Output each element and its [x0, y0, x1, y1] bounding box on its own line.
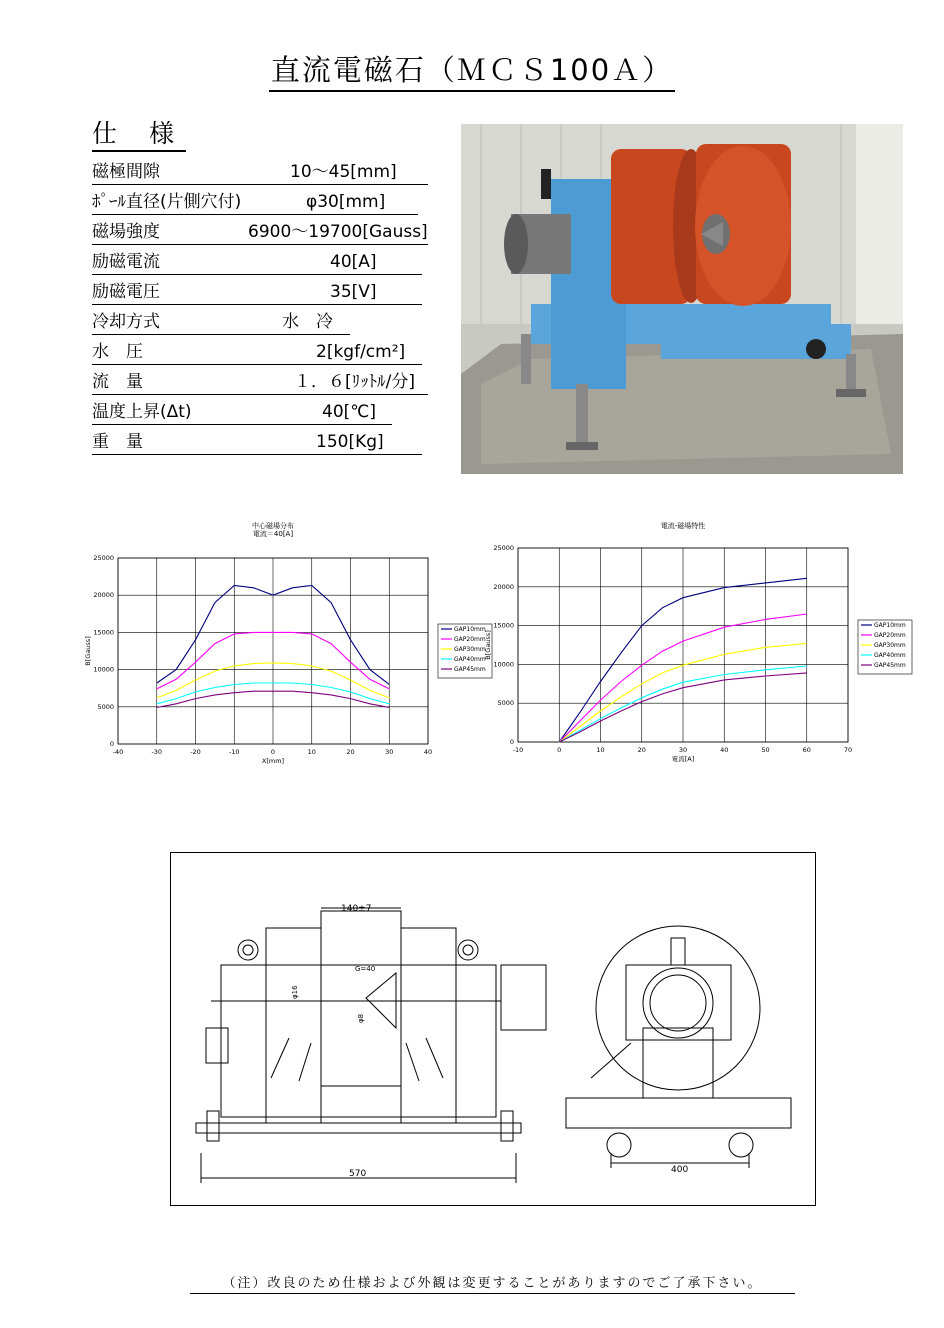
spec-label: 水 圧: [92, 342, 143, 362]
x-tick-label: 50: [761, 746, 770, 754]
y-axis-label: B[Gauss]: [84, 636, 92, 666]
y-tick-label: 10000: [93, 665, 114, 674]
x-tick-label: 0: [270, 748, 276, 756]
spec-row: [92, 308, 350, 335]
x-axis-label: 電流[A]: [671, 755, 695, 763]
legend-label: GAP40mm: [454, 656, 486, 663]
spec-label: 励磁電流: [92, 252, 160, 272]
spec-value: 2[kgf/cm²]: [316, 342, 406, 362]
legend-label: GAP40mm: [874, 652, 906, 659]
spec-label: 冷却方式: [92, 312, 160, 332]
x-tick-label: 70: [843, 746, 853, 754]
technical-drawing: [170, 852, 816, 1206]
spec-row: [92, 218, 428, 245]
spec-value: φ30[mm]: [306, 192, 386, 212]
spec-row: [92, 188, 418, 215]
spec-value: 35[V]: [330, 282, 377, 302]
legend-label: GAP20mm: [874, 632, 906, 639]
current-field-chart: [484, 518, 920, 770]
y-tick-label: 10000: [493, 660, 514, 669]
spec-row: [92, 248, 422, 275]
y-tick-label: 25000: [493, 544, 514, 552]
dim-bottom-right-label: 400: [671, 1165, 689, 1175]
field-distribution-chart: [82, 518, 502, 770]
x-tick-label: 20: [346, 748, 355, 756]
spec-row: [92, 338, 422, 365]
legend-label: GAP30mm: [874, 642, 906, 649]
legend-label: GAP30mm: [454, 646, 486, 653]
spec-label: ﾎﾟｰﾙ直径(片側穴付): [92, 192, 242, 212]
y-tick-label: 5000: [497, 699, 514, 708]
x-tick-label: -20: [190, 748, 201, 756]
dim-phi8-label: φ8: [357, 1013, 365, 1023]
spec-label: 励磁電圧: [92, 282, 160, 302]
footnote: （注）改良のため仕様および外観は変更することがありますのでご了承下さい。: [190, 1272, 795, 1294]
x-tick-label: 30: [678, 746, 688, 754]
y-tick-label: 5000: [97, 702, 114, 711]
y-tick-label: 20000: [93, 591, 114, 600]
spec-label: 磁極間隙: [92, 162, 160, 182]
x-tick-label: 10: [596, 746, 605, 754]
dim-top-label: 140±7: [341, 904, 372, 914]
x-tick-label: -10: [228, 748, 240, 756]
spec-label: 重 量: [92, 432, 143, 452]
spec-heading: 仕 様: [92, 118, 186, 152]
x-tick-label: 10: [307, 748, 316, 756]
x-axis-label: X[mm]: [261, 757, 285, 765]
chart-title: 電流-磁場特性: [660, 522, 706, 530]
spec-label: 磁場強度: [92, 222, 160, 242]
x-tick-label: 30: [385, 748, 394, 756]
dim-gap-label: G=40: [355, 965, 376, 973]
x-tick-label: -40: [112, 748, 124, 756]
spec-value: 6900〜19700[Gauss]: [248, 222, 428, 242]
spec-row: [92, 398, 392, 425]
y-tick-label: 15000: [93, 628, 114, 637]
y-tick-label: 25000: [93, 554, 114, 562]
spec-label: 温度上昇(Δt): [92, 402, 192, 422]
x-tick-label: -10: [512, 746, 524, 754]
spec-value: 150[Kg]: [316, 432, 384, 452]
spec-value: 水 冷: [282, 312, 333, 332]
x-tick-label: 40: [423, 748, 433, 756]
y-tick-label: 20000: [493, 582, 514, 591]
spec-row: [92, 428, 422, 455]
spec-value: １．６[ﾘｯﾄﾙ/分]: [294, 372, 415, 392]
legend-label: GAP10mm: [454, 626, 486, 633]
spec-row: [92, 158, 428, 185]
legend-label: GAP45mm: [454, 666, 486, 673]
y-axis-label: B[Gauss]: [484, 630, 492, 660]
y-tick-label: 0: [109, 740, 114, 748]
spec-value: 40[A]: [330, 252, 377, 272]
spec-value: 10〜45[mm]: [290, 162, 397, 182]
dim-bottom-left-label: 570: [349, 1169, 367, 1179]
legend-label: GAP20mm: [454, 636, 486, 643]
x-tick-label: 60: [802, 746, 811, 754]
legend-label: GAP10mm: [874, 622, 906, 629]
x-tick-label: 20: [637, 746, 646, 754]
spec-row: [92, 368, 428, 395]
spec-label: 流 量: [92, 372, 143, 392]
chart-subtitle: 電流＝40[A]: [252, 530, 294, 538]
spec-value: 40[℃]: [322, 402, 376, 422]
page-title: 直流電磁石（ＭＣＳ100Ａ）: [0, 48, 944, 89]
x-tick-label: 40: [720, 746, 729, 754]
chart-title: 中心磁場分布: [252, 522, 294, 530]
spec-row: [92, 278, 422, 305]
magnet-photo: [461, 124, 903, 474]
y-tick-label: 0: [509, 738, 514, 746]
dim-phi16-label: φ16: [291, 985, 299, 999]
y-tick-label: 15000: [493, 621, 514, 630]
x-tick-label: -30: [151, 748, 163, 756]
x-tick-label: 0: [557, 746, 562, 754]
legend-label: GAP45mm: [874, 662, 906, 669]
